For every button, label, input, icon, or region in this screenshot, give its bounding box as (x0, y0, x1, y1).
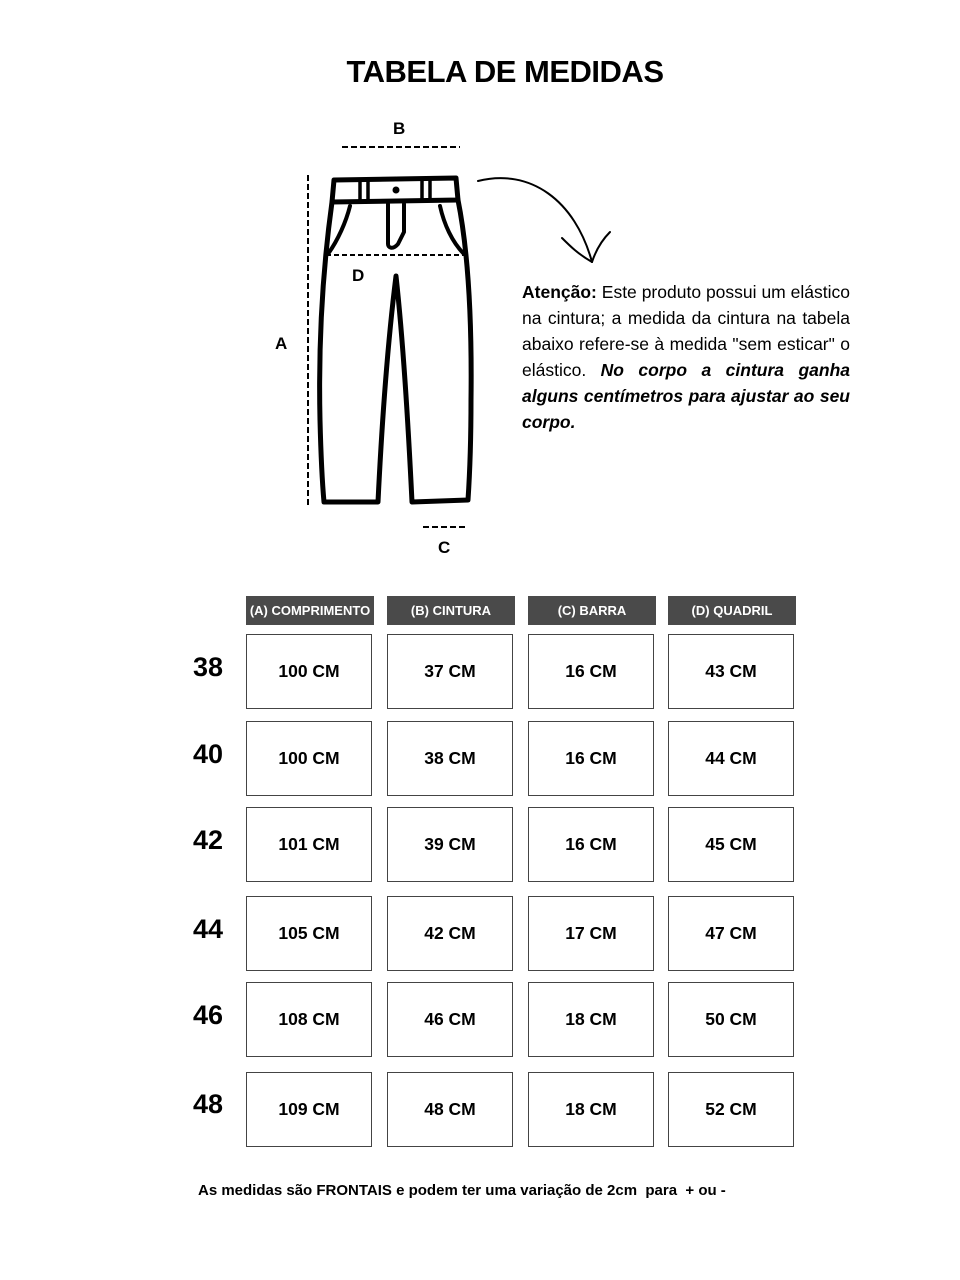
table-cell: 101 CM (246, 807, 372, 882)
label-b: B (393, 119, 406, 138)
table-cell: 100 CM (246, 721, 372, 796)
size-label: 42 (192, 825, 224, 855)
table-cell: 43 CM (668, 634, 794, 709)
header-comprimento: (A) COMPRIMENTO (246, 596, 374, 625)
table-cell: 108 CM (246, 982, 372, 1057)
table-cell: 18 CM (528, 1072, 654, 1147)
table-cell: 18 CM (528, 982, 654, 1057)
table-cell: 16 CM (528, 807, 654, 882)
table-cell: 48 CM (387, 1072, 513, 1147)
label-a: A (275, 334, 288, 353)
table-cell: 38 CM (387, 721, 513, 796)
table-cell: 16 CM (528, 634, 654, 709)
table-cell: 42 CM (387, 896, 513, 971)
table-cell: 47 CM (668, 896, 794, 971)
table-cell: 100 CM (246, 634, 372, 709)
page-title: TABELA DE MEDIDAS (346, 54, 664, 89)
pants-icon (320, 178, 472, 502)
size-label: 40 (192, 739, 224, 769)
table-cell: 44 CM (668, 721, 794, 796)
label-c: C (438, 538, 451, 557)
table-cell: 16 CM (528, 721, 654, 796)
attention-note (522, 279, 850, 435)
table-cell: 45 CM (668, 807, 794, 882)
size-label: 48 (192, 1089, 224, 1119)
table-cell: 17 CM (528, 896, 654, 971)
table-cell: 39 CM (387, 807, 513, 882)
curved-arrow-icon (478, 178, 610, 262)
note-emphasis: No corpo a cintura ganha alguns centímetros para ajustar ao seu corpo. (522, 360, 851, 432)
size-label: 46 (192, 1000, 224, 1030)
header-barra: (C) BARRA (528, 596, 656, 625)
table-cell: 109 CM (246, 1072, 372, 1147)
table-cell: 105 CM (246, 896, 372, 971)
footer-note: As medidas são FRONTAIS e podem ter uma variação de 2cm para + ou - (198, 1182, 726, 1199)
table-cell: 46 CM (387, 982, 513, 1057)
table-cell: 52 CM (668, 1072, 794, 1147)
size-label: 44 (192, 914, 224, 944)
note-lead: Atenção: (522, 282, 597, 302)
size-label: 38 (192, 652, 224, 682)
label-d: D (352, 266, 365, 285)
header-cintura: (B) CINTURA (387, 596, 515, 625)
table-cell: 50 CM (668, 982, 794, 1057)
table-cell: 37 CM (387, 634, 513, 709)
header-quadril: (D) QUADRIL (668, 596, 796, 625)
note-body: Este produto possui um elástico na cintura; a medida da cintura na tabela abaixo refere-se à medida "sem esticar" o elástico. (522, 282, 850, 380)
